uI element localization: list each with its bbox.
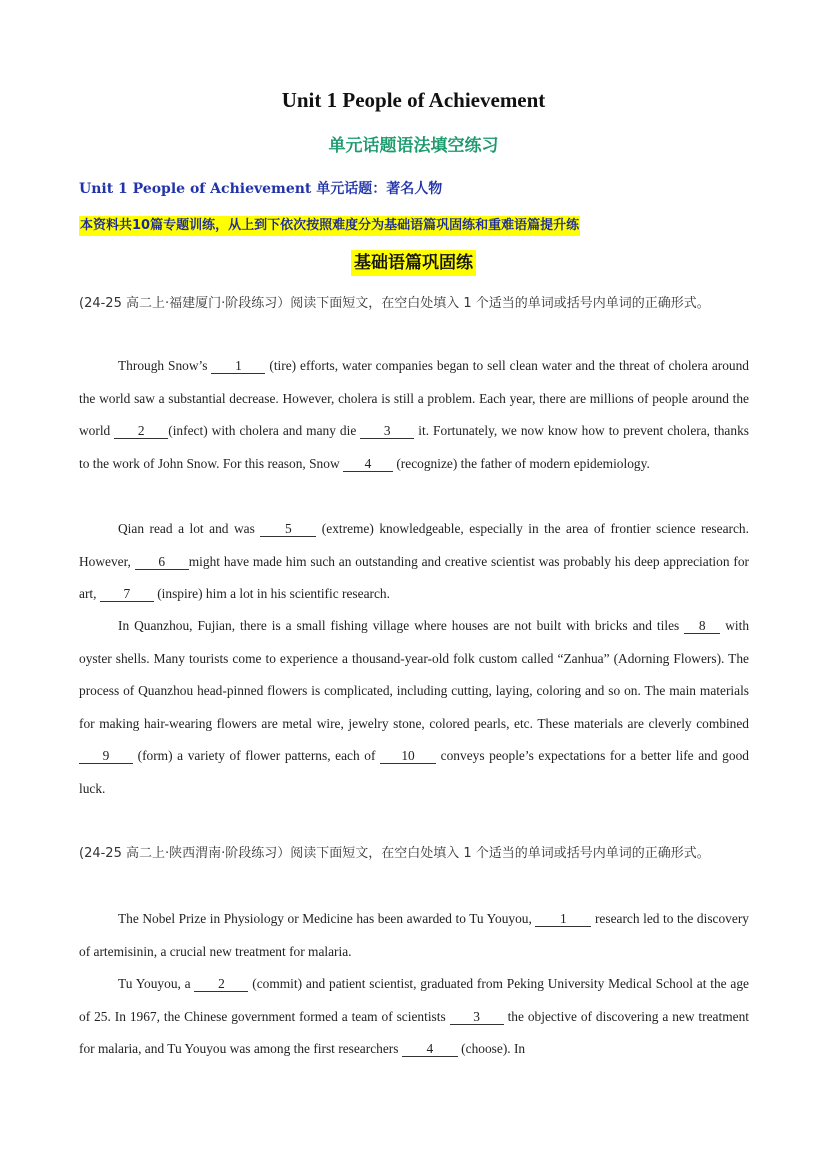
text: Tu Youyou, a bbox=[118, 976, 191, 991]
passage2-paragraph-2 bbox=[79, 968, 749, 1066]
text: (infect) with cholera and many die bbox=[168, 423, 357, 439]
section-heading: 基础语篇巩固练 bbox=[351, 250, 476, 276]
document-title: Unit 1 People of Achievement bbox=[281, 88, 546, 112]
text: Qian read a lot and was bbox=[118, 521, 255, 536]
text: (recognize) the father of modern epidemiology. bbox=[396, 455, 650, 471]
blank-2[interactable]: 2 bbox=[194, 976, 248, 992]
text: (commit) and patient scientist, graduated from Peking University Medical School at the age of 25. In 1967, the Chinese government formed a team of scientists bbox=[79, 976, 749, 1024]
blank-1[interactable]: 1 bbox=[535, 911, 591, 927]
text: might have made him such an outstanding and creative scientist was probably his deep appreciation for art, bbox=[79, 553, 749, 602]
text: with oyster shells. Many tourists come to experience a thousand-year-old folk custom called “Zanhua” (Adorning Flowers). The process of Quanzhou head-pinned flowers is complicated, including cutting, laying, coloring and so on. The main materials for making hair-wearing flowers are metal wire, jewelry stone, colored pearls, etc. These materials are cleverly combined bbox=[79, 618, 750, 731]
blank-10[interactable]: 10 bbox=[380, 748, 436, 764]
passage2-source: (24-25 高二上·陕西渭南·阶段练习）阅读下面短文，在空白处填入 1 个适当的单词或括号内单词的正确形式。 bbox=[79, 846, 710, 861]
blank-3[interactable]: 3 bbox=[360, 423, 414, 439]
blank-5[interactable]: 5 bbox=[260, 521, 316, 537]
blank-2[interactable]: 2 bbox=[114, 423, 168, 439]
text: (choose). In bbox=[461, 1041, 526, 1057]
document-subtitle: 单元话题语法填空练习 bbox=[328, 136, 499, 156]
text: (tire) efforts, water companies began to sell clean water and the threat of cholera around the world saw a substantial decrease. However, cholera is still a problem. Each year, there are millions of people around the world bbox=[79, 358, 750, 439]
section-heading-wrap bbox=[0, 250, 827, 276]
blank-4[interactable]: 4 bbox=[343, 456, 393, 472]
blank-3[interactable]: 3 bbox=[450, 1009, 504, 1025]
blank-6[interactable]: 6 bbox=[135, 554, 189, 570]
passage1-paragraph-3 bbox=[79, 610, 749, 806]
text: (form) a variety of flower patterns, each of bbox=[137, 748, 376, 764]
text: research led to the discovery of artemisinin, a crucial new treatment for malaria. bbox=[79, 911, 749, 959]
text: (extreme) knowledgeable, especially in the area of frontier science research. However, bbox=[79, 521, 749, 569]
resource-notice: 本资料共10篇专题训练，从上到下依次按照难度分为基础语篇巩固练和重难语篇提升练 bbox=[79, 216, 580, 236]
text: Through Snow’s bbox=[118, 358, 208, 373]
topic-line: Unit 1 People of Achievement 单元话题：著名人物 bbox=[79, 181, 443, 197]
passage1-paragraph-2 bbox=[79, 513, 749, 611]
text: conveys people’s expectations for a better life and good luck. bbox=[79, 748, 749, 796]
text: (inspire) him a lot in his scientific research. bbox=[157, 586, 390, 602]
blank-7[interactable]: 7 bbox=[100, 586, 154, 602]
text: In Quanzhou, Fujian, there is a small fishing village where houses are not built with bricks and tiles bbox=[118, 618, 680, 633]
blank-1[interactable]: 1 bbox=[211, 358, 265, 374]
passage2-paragraph-1 bbox=[79, 903, 749, 968]
blank-8[interactable]: 8 bbox=[684, 618, 720, 634]
text: The Nobel Prize in Physiology or Medicine has been awarded to Tu Youyou, bbox=[118, 911, 532, 926]
text: it. Fortunately, we now know how to prevent cholera, thanks to the work of John Snow. For this reason, Snow bbox=[79, 423, 749, 471]
passage1-paragraph-1 bbox=[79, 350, 749, 480]
blank-9[interactable]: 9 bbox=[79, 748, 133, 764]
text: the objective of discovering a new treatment for malaria, and Tu Youyou was among the first researchers bbox=[79, 1008, 749, 1057]
passage1-source: (24-25 高二上·福建厦门·阶段练习）阅读下面短文，在空白处填入 1 个适当的单词或括号内单词的正确形式。 bbox=[79, 296, 710, 311]
blank-4[interactable]: 4 bbox=[402, 1041, 458, 1057]
